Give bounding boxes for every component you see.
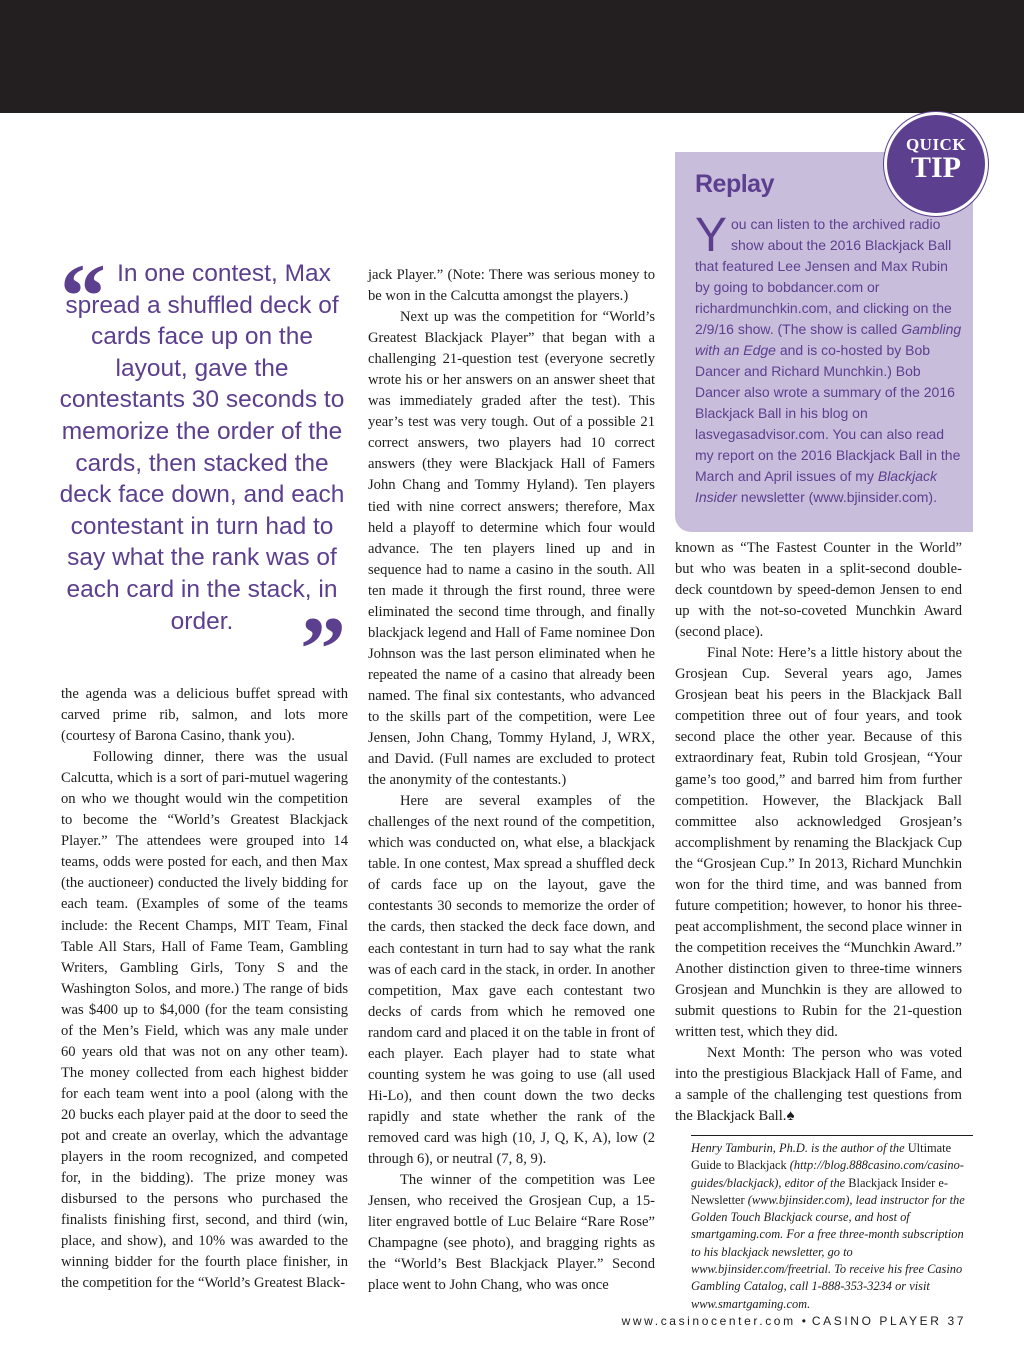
tip-text: newsletter (www.bjinsider.com).	[737, 489, 937, 505]
quick-tip-badge	[884, 112, 988, 216]
quick-tip-title: Replay	[695, 170, 774, 198]
author-bio	[691, 1135, 973, 1313]
bio-newsletter-title: Blackjack Insider e-Newsletter	[691, 1175, 949, 1207]
tip-text: and is co-hosted by Bob Dancer and Richard Munchkin.) Bob Dancer also wrote a summary of the 2016 Blackjack Ball in his blog on lasvegasadvisor.com. You can also read my report on the 2016 Blackjack Ball in the March and April issues of my	[695, 342, 961, 484]
footer-magazine: CASINO PLAYER	[811, 1314, 942, 1328]
tip-text: ou can listen to the archived radio show about the 2016 Blackjack Ball that featured Lee Jensen and Max Rubin by going to bobdancer.com or richardmunchkin.com, and clicking on the 2/9/16 show. (The show is called	[695, 216, 952, 337]
pull-quote-text: In one contest, Max spread a shuffled deck of cards face up on the layout, gave the contestants 30 seconds to memorize the order of the cards, then stacked the deck face down, and each contestant in turn had to say what the rank was of each card in the stack, in order.	[59, 260, 345, 635]
quick-tip-body	[695, 209, 963, 508]
top-banner-bar	[0, 0, 1024, 113]
badge-line-2: TIP	[910, 151, 961, 184]
paragraph: The winner of the competition was Lee Jensen, who received the Grosjean Cup, a 15-liter engraved bottle of Luc Belaire “Rare Rose” Champagne (see photo), and bragging rights as the “World’s Best Blackjack Player.” Second place went to John Chang, who was once	[368, 1172, 655, 1294]
article-column-2	[368, 265, 655, 1296]
paragraph: Here are several examples of the challenges of the next round of the competition, which was conducted on, what else, a blackjack table. In one contest, Max spread a shuffled deck of cards face up on the layout, gave the contestants 30 seconds to memorize the order of the cards, then stacked the deck face down, and each contestant in turn had to say what the rank was of each card in the stack, in order. In another competition, Max gave each contestant two decks of cards from which he removed one random card and placed it on the table in front of each player. Each player had to state what counting system he was going to use (all used Hi-Lo), and then count down the two decks rapidly and state whether the rank of the removed card was high (10, J, Q, K, A), low (2 through 6), or neutral (7, 8, 9).	[368, 793, 655, 1167]
paragraph	[675, 1043, 962, 1127]
close-quote-mark: ”	[300, 598, 346, 701]
paragraph: Following dinner, there was the usual Calcutta, which is a sort of pari-mutuel wagering on who we thought would win the competition to become the “World’s Greatest Blackjack Player.” The attendees were grouped into 14 teams, odds were posted for each, and then Max (the auctioneer) conducted the lively bidding for each team. (Examples of some of the teams include: the Recent Champs, MIT Team, Final Table All Stars, Hall of Fame Team, Gambling Writers, Gambling Girls, Tony S and the Washington Solos, and more.) The range of bids was $400 up to $4,000 (for the team consisting of the Men’s Field, which was any male under 60 years old that was not on any other team). The money collected from each highest bidder for each team went into a pool (along with the 20 bucks each player paid at the door to seed the pot and create an overlay, which the advantage players in the room recognized, and competed for, in the bidding). The prize money was disbursed to the persons who purchased the finalists finishing first, second, and third (win, place, and show), and 10% was awarded to the winning bidder for the fourth place finisher, in the competition for the “World’s Greatest Black-	[61, 749, 348, 1292]
drop-cap: Y	[695, 209, 728, 262]
badge-line-1: QUICK	[905, 135, 967, 154]
paragraph: Final Note: Here’s a little history about the Grosjean Cup. Several years ago, James Grosjean beat his peers in the Blackjack Ball competition three out of four years, and took second place the other year. Because of this extraordinary feat, Rubin told Grosjean, “Your game’s too good,” and barred him from further competition. However, the Blackjack Ball committee also acknowledged Grosjean’s accomplishment by renaming the Blackjack Cup the “Grosjean Cup.” In 2013, Richard Munchkin won for the third time, and was banned from future competition; however, to honor his three-peat accomplishment, the second place winner in the competition receives the “Munchkin Award.” Another distinction given to three-time winners Grosjean and Munchkin is they are allowed to submit questions to Rubin for the 21-question written test, which they did.	[675, 645, 962, 1041]
tip-newsletter-title: Blackjack Insider	[695, 468, 937, 505]
paragraph: jack Player.” (Note: There was serious money to be won in the Calcutta amongst the players.)	[368, 267, 655, 305]
paragraph: Next up was the competition for “World’s Greatest Blackjack Player” that began with a challenging 21-question test (everyone secretly wrote his or her answers on an answer sheet that was immediately graded after the test). This year’s test was very tough. Out of a possible 21 correct answers, two players had 10 correct answers (they were Blackjack Hall of Famers John Chang and Tommy Hyland). Ten players tied with nine correct answers; therefore, Max held a playoff to determine which four would advance. The ten players lined up and in sequence had to name a casino in the south. All ten made it through the first round, three were eliminated the second time through, and finally blackjack legend and Hall of Fame nominee Don Johnson was the last person eliminated when he repeated the name of a casino that already been named. The final six contestants, who advanced to the skills part of the competition, were Lee Jensen, John Chang, Tommy Hyland, J, WRX, and David. (Full names are excluded to protect the anonymity of the contestants.)	[368, 309, 655, 789]
spade-end-icon: ♠	[786, 1108, 795, 1125]
article-column-3	[675, 538, 962, 1127]
open-quote-mark: “	[60, 245, 106, 347]
page-footer	[622, 1314, 966, 1328]
footer-website: www.casinocenter.com	[621, 1314, 796, 1328]
article-column-1	[61, 684, 348, 1294]
pull-quote	[56, 245, 352, 701]
bio-text: (http://blog.888casino.com/casino-guides/blackjack), editor of the	[691, 1158, 964, 1190]
paragraph: known as “The Fastest Counter in the World” but who was beaten in a split-second double-deck countdown by speed-demon Jensen to end up with the not-so-coveted Munchkin Award (second place).	[675, 540, 962, 641]
bio-text: Henry Tamburin, Ph.D. is the author of the	[691, 1141, 908, 1155]
page-number: 37	[947, 1314, 966, 1328]
paragraph-text: Next Month: The person who was voted into the prestigious Blackjack Hall of Fame, and a sample of the challenging test questions from the Blackjack Ball.	[675, 1045, 962, 1125]
footer-separator: •	[801, 1314, 806, 1328]
paragraph: the agenda was a delicious buffet spread with carved prime rib, salmon, and lots more (courtesy of Barona Casino, thank you).	[61, 686, 348, 745]
tip-show-title: Gambling with an Edge	[695, 321, 962, 358]
bio-text: (www.bjinsider.com), lead instructor for the Golden Touch Blackjack course, and host of smartgaming.com. For a free three-month subscription to his blackjack newsletter, go to www.bjinsider.com/freetrial. To receive his free Casino Gambling Catalog, call 1-888-353-3234 or visit www.smartgaming.com.	[691, 1192, 965, 1311]
bio-book-title: Ultimate Guide to Blackjack	[691, 1141, 952, 1173]
